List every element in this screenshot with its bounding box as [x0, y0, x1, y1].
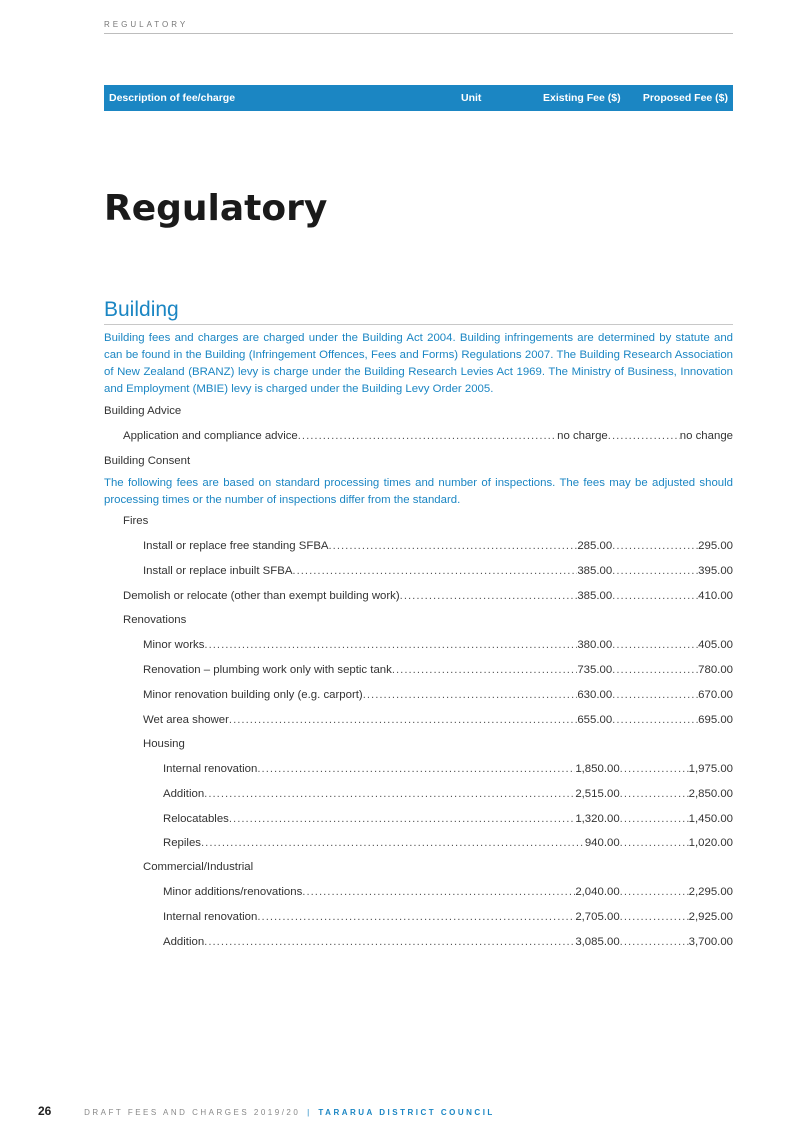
existing-fee: 2,515.00 [575, 788, 620, 800]
existing-fee: 940.00 [584, 837, 620, 849]
fee-table-header [104, 85, 733, 111]
dot-leader [204, 936, 575, 948]
fee-label: Install or replace free standing SFBA [143, 540, 329, 552]
existing-fee: 285.00 [577, 540, 613, 552]
fee-row [163, 763, 733, 779]
fee-label: Addition [163, 936, 205, 948]
column-header-existing-fee: Existing Fee ($) [543, 92, 621, 104]
existing-fee: 3,085.00 [575, 936, 620, 948]
dot-leader [612, 639, 698, 651]
dot-leader [257, 763, 575, 775]
fee-row [163, 886, 733, 902]
heading-renovations: Renovations [123, 614, 187, 626]
proposed-fee: 1,020.00 [688, 837, 733, 849]
dot-leader [204, 639, 577, 651]
fee-row [143, 565, 733, 581]
page-title: Regulatory [104, 188, 328, 229]
fee-label: Addition [163, 788, 205, 800]
heading-building-consent: Building Consent [104, 455, 191, 467]
fee-label: Minor works [143, 639, 205, 651]
existing-fee: 1,320.00 [575, 813, 620, 825]
page-number: 26 [38, 1104, 52, 1118]
fee-row [143, 714, 733, 730]
fee-label: Repiles [163, 837, 201, 849]
existing-fee: 630.00 [577, 689, 613, 701]
existing-fee: 735.00 [577, 664, 613, 676]
heading-fires: Fires [123, 515, 149, 527]
proposed-fee: 670.00 [698, 689, 733, 701]
existing-fee: 385.00 [577, 565, 613, 577]
proposed-fee: 2,850.00 [688, 788, 733, 800]
existing-fee: 380.00 [577, 639, 613, 651]
dot-leader [400, 590, 578, 602]
fee-label: Renovation – plumbing work only with septic tank [143, 664, 392, 676]
fee-label: Install or replace inbuilt SFBA [143, 565, 293, 577]
fee-row [143, 639, 733, 655]
dot-leader [302, 886, 575, 898]
proposed-fee: 395.00 [698, 565, 733, 577]
dot-leader [329, 540, 578, 552]
page-footer [38, 1104, 495, 1118]
proposed-fee: 3,700.00 [688, 936, 733, 948]
dot-leader [292, 565, 577, 577]
dot-leader [363, 689, 578, 701]
heading-housing: Housing [143, 738, 185, 750]
fee-row [123, 430, 733, 446]
dot-leader [201, 837, 585, 849]
fee-row [163, 813, 733, 829]
fee-row [163, 911, 733, 927]
dot-leader [229, 714, 577, 726]
fee-row [143, 689, 733, 705]
proposed-fee: no change [679, 430, 733, 442]
proposed-fee: 695.00 [698, 714, 733, 726]
fee-row [163, 788, 733, 804]
proposed-fee: 2,925.00 [688, 911, 733, 923]
dot-leader [620, 813, 689, 825]
fee-row [143, 540, 733, 556]
heading-building-advice: Building Advice [104, 405, 182, 417]
fee-label: Minor renovation building only (e.g. carport) [143, 689, 363, 701]
dot-leader [620, 788, 689, 800]
footer-doc-title: DRAFT FEES AND CHARGES 2019/20 [84, 1108, 301, 1117]
proposed-fee: 780.00 [698, 664, 733, 676]
dot-leader [612, 590, 698, 602]
proposed-fee: 1,975.00 [688, 763, 733, 775]
dot-leader [612, 714, 698, 726]
dot-leader [257, 911, 575, 923]
existing-fee: 2,705.00 [575, 911, 620, 923]
proposed-fee: 405.00 [698, 639, 733, 651]
dot-leader [612, 689, 698, 701]
section-rule [104, 324, 733, 325]
existing-fee: 655.00 [577, 714, 613, 726]
dot-leader [204, 788, 575, 800]
fee-row [163, 837, 733, 853]
fee-row [143, 664, 733, 680]
existing-fee: 2,040.00 [575, 886, 620, 898]
dot-leader [620, 837, 689, 849]
dot-leader [620, 763, 689, 775]
existing-fee: 385.00 [577, 590, 613, 602]
dot-leader [612, 540, 698, 552]
footer-separator: | [307, 1108, 312, 1117]
fee-row [123, 590, 733, 606]
proposed-fee: 410.00 [698, 590, 733, 602]
dot-leader [612, 664, 698, 676]
fee-label: Relocatables [163, 813, 229, 825]
dot-leader [620, 886, 689, 898]
header-rule [104, 33, 733, 34]
proposed-fee: 2,295.00 [688, 886, 733, 898]
dot-leader [229, 813, 575, 825]
footer-council-name: TARARUA DISTRICT COUNCIL [318, 1108, 495, 1117]
dot-leader [608, 430, 680, 442]
proposed-fee: 295.00 [698, 540, 733, 552]
dot-leader [392, 664, 577, 676]
dot-leader [612, 565, 698, 577]
fee-label: Wet area shower [143, 714, 229, 726]
existing-fee: no charge [557, 430, 608, 442]
fee-label: Demolish or relocate (other than exempt building work) [123, 590, 400, 602]
fee-label: Minor additions/renovations [163, 886, 303, 898]
consent-intro: The following fees are based on standard processing times and number of inspections. The fees may be adjusted should processing times or the number of inspections differ from the standard. [104, 477, 733, 506]
section-intro: Building fees and charges are charged under the Building Act 2004. Building infringements are determined by statute and can be found in the Building (Infringement Offences, Fees and Forms) Regulations 2007. The Building Research Association of New Zealand (BRANZ) levy is charge under the Building Research Levies Act 1969. The Ministry of Business, Innovation and Employment (MBIE) levy is charged under the Building Levy Order 2005. [104, 332, 733, 395]
heading-commercial-industrial: Commercial/Industrial [143, 861, 254, 873]
section-title: Building [104, 298, 179, 321]
dot-leader [620, 936, 689, 948]
dot-leader [620, 911, 689, 923]
proposed-fee: 1,450.00 [688, 813, 733, 825]
column-header-description: Description of fee/charge [109, 92, 236, 104]
existing-fee: 1,850.00 [575, 763, 620, 775]
fee-label: Application and compliance advice [123, 430, 298, 442]
fee-label: Internal renovation [163, 763, 258, 775]
running-head: REGULATORY [104, 20, 189, 29]
column-header-unit: Unit [461, 92, 482, 104]
dot-leader [298, 430, 557, 442]
fee-row [163, 936, 733, 952]
fee-label: Internal renovation [163, 911, 258, 923]
column-header-proposed-fee: Proposed Fee ($) [642, 92, 728, 104]
